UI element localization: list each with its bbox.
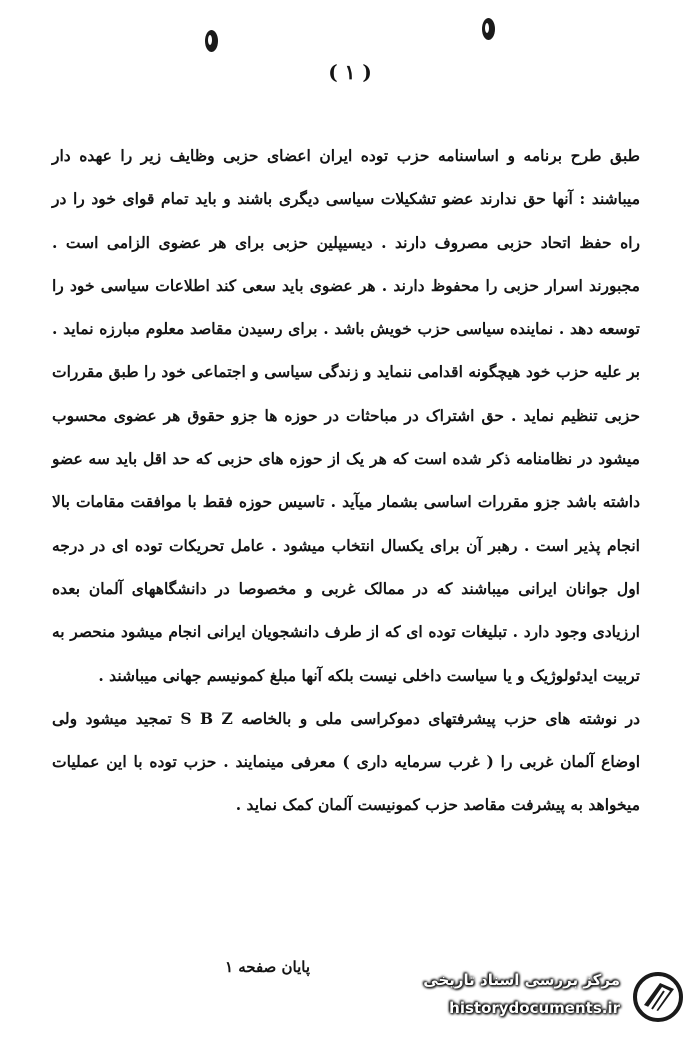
- watermark-url: historydocuments.ir: [449, 999, 620, 1017]
- archive-watermark: [392, 967, 692, 1027]
- page-number: ( ۱ ): [328, 60, 372, 84]
- document-body: [52, 134, 640, 827]
- page-end-note: پایان صفحه ۱: [224, 958, 310, 976]
- paragraph-1: طبق طرح برنامه و اساسنامه حزب توده ایران اعضای حزبی وظایف زیر را عهده دار میباشند : آنها حق ندارند عضو تشکیلات سیاسی دیگری باشند و باید تمام قوای خود را در راه حفظ اتحاد حزبی مصروف دارند . دیسیپلین حزبی برای هر عضوی الزامی است . مجبورند اسرار حزبی را محفوظ دارند . هر عضوی باید سعی کند اطلاعات سیاسی خود را توسعه دهد . نماینده سیاسی حزب خویش باشد . برای رسیدن مقاصد معلوم مبارزه نماید . بر علیه حزب خود هیچگونه اقدامی ننماید و زندگی سیاسی و اجتماعی خود را طبق مقررات حزبی تنظیم نماید . حق اشتراک در مباحثات در حوزه ها جزو حقوق هر عضوی محسوب میشود در نظامنامه ذکر شده است که هر یک از حوزه های حزبی که حد اقل باید سه عضو داشته باشد جزو مقررات اساسی بشمار میآید . تاسیس حوزه فقط با موافقت مقامات بالا انجام پذیر است . رهبر آن برای یکسال انتخاب میشود . عامل تحریکات توده ای در درجه اول جوانان ایرانی میباشند که در ممالک غربی و مخصوصا در دانشگاههای آلمان بعده ارزیادی وجود دارد . تبلیغات توده ای که از طرف دانشجویان ایرانی انجام میشود منحصر به تربیت ایدئولوژیک و یا سیاست داخلی نیست بلکه آنها مبلغ کمونیسم جهانی میباشند .: [52, 146, 640, 685]
- paragraph-2: در نوشته های حزب پیشرفتهای دموکراسی ملی و بالخاصه S B Z تمجید میشود ولی اوضاع آلمان غربی را ( غرب سرمایه داری ) معرفی مینمایند . حزب توده با این عملیات میخواهد به پیشرفت مقاصد حزب کمونیست آلمان کمک نماید .: [52, 708, 640, 815]
- archive-logo-icon: [630, 971, 686, 1023]
- punch-hole-left: [205, 30, 218, 52]
- watermark-title: مرکز بررسی اسناد تاریخی: [423, 971, 620, 989]
- punch-hole-right: [482, 18, 495, 40]
